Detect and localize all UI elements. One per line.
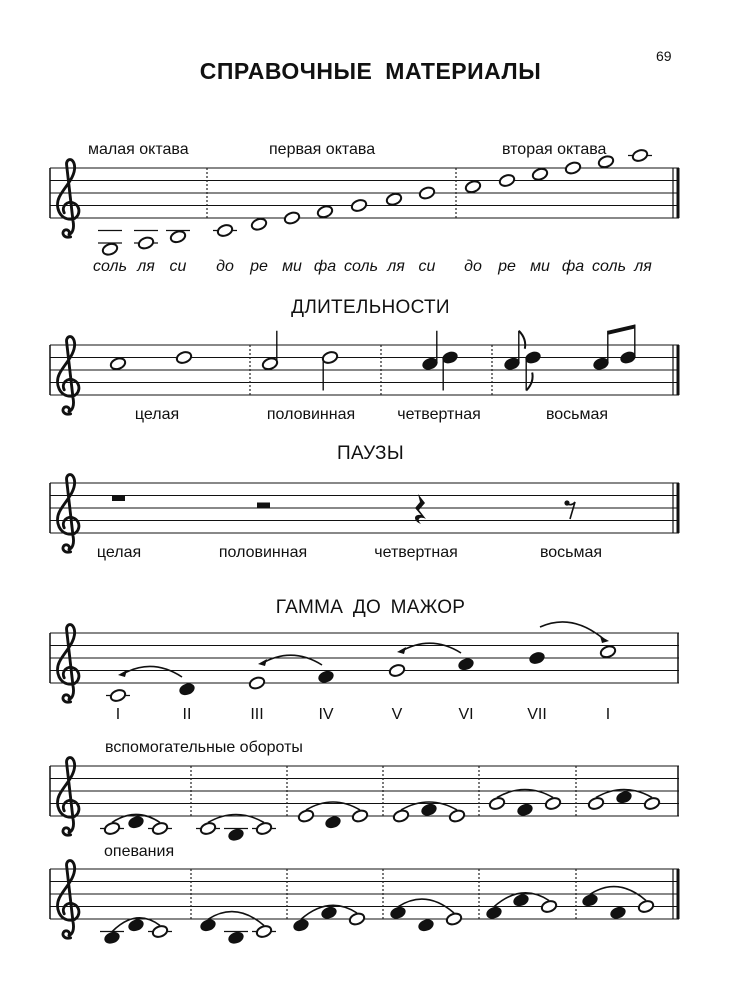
- hollow-note-head: [388, 663, 405, 677]
- slur-arc: [121, 666, 182, 677]
- eighth-flag-icon: [519, 331, 525, 349]
- hollow-note-head: [199, 821, 216, 835]
- staff-auxiliary: [50, 758, 679, 836]
- duration-label-quarter: четвертная: [397, 406, 481, 423]
- rest-label-half: половинная: [218, 544, 308, 561]
- hollow-note-head: [103, 821, 120, 835]
- treble-clef-icon: [58, 160, 79, 238]
- hollow-note-head: [544, 796, 561, 810]
- note-head: [317, 670, 334, 684]
- eighth-flag-icon: [526, 373, 532, 391]
- note-name: ми: [530, 258, 550, 275]
- hollow-note-head: [255, 924, 272, 938]
- scale-degree: V: [391, 706, 403, 723]
- hollow-note-head: [643, 796, 660, 810]
- note-head: [227, 828, 244, 842]
- hollow-note-head: [109, 688, 126, 702]
- octave-label-first: первая октава: [269, 141, 376, 158]
- note-name: соль: [93, 258, 127, 275]
- arrowhead-icon: [258, 659, 267, 666]
- note-head: [292, 918, 309, 932]
- rest-label-quarter: четвертная: [374, 544, 458, 561]
- note-name: соль: [592, 258, 626, 275]
- note-head: [524, 350, 541, 364]
- rests-heading: ПАУЗЫ: [337, 443, 404, 464]
- hollow-note-head: [637, 899, 654, 913]
- note-head: [615, 790, 632, 804]
- rest-label-eighth: восьмая: [539, 544, 603, 561]
- note-name: ля: [634, 258, 652, 275]
- scale-degree: III: [250, 706, 264, 723]
- note-name: ре: [498, 258, 516, 275]
- hollow-note-head: [169, 230, 186, 244]
- hollow-note-head: [631, 148, 648, 162]
- hollow-note-head: [587, 796, 604, 810]
- note-name: ре: [250, 258, 268, 275]
- note-name: ля: [137, 258, 155, 275]
- note-name: фа: [313, 258, 337, 275]
- hollow-note-head: [564, 161, 581, 175]
- note-head: [178, 682, 195, 696]
- note-head: [320, 906, 337, 920]
- hollow-note-head: [597, 155, 614, 169]
- note-name: си: [169, 258, 187, 275]
- staff-durations: [50, 337, 679, 415]
- hollow-note-head: [418, 186, 435, 200]
- hollow-note-head: [101, 242, 118, 256]
- note-head: [389, 906, 406, 920]
- octave-label-second: вторая октава: [502, 141, 607, 158]
- treble-clef-icon: [58, 475, 79, 553]
- hollow-note-head: [151, 821, 168, 835]
- whole-rest-icon: [112, 496, 125, 502]
- arrowhead-icon: [397, 647, 406, 654]
- treble-clef-icon: [58, 861, 79, 939]
- arrowhead-icon: [600, 636, 609, 643]
- half-rest-icon: [257, 503, 270, 509]
- hollow-note-head: [464, 180, 481, 194]
- scale-degree: IV: [318, 706, 334, 723]
- slur-arc: [540, 622, 606, 641]
- note-head: [485, 906, 502, 920]
- staff-rests: [50, 475, 679, 553]
- note-name: до: [464, 258, 482, 275]
- hollow-note-head: [137, 236, 154, 250]
- hollow-note-head: [599, 645, 616, 659]
- hollow-note-head: [351, 809, 368, 823]
- note-head: [528, 651, 545, 665]
- note-beam: [608, 325, 635, 335]
- hollow-note-head: [448, 809, 465, 823]
- octave-label-small: малая октава: [88, 141, 189, 158]
- hollow-note-head: [216, 223, 233, 237]
- arrowhead-icon: [118, 670, 127, 677]
- quarter-rest-icon: [415, 494, 426, 524]
- hollow-note-head: [250, 217, 267, 231]
- duration-label-half: половинная: [266, 406, 356, 423]
- note-name: си: [418, 258, 436, 275]
- hollow-note-head: [488, 796, 505, 810]
- note-head: [103, 931, 120, 945]
- hollow-note-head: [151, 924, 168, 938]
- hollow-note-head: [531, 167, 548, 181]
- hollow-note-head: [255, 821, 272, 835]
- duration-label-whole: целая: [134, 406, 180, 423]
- durations-heading: ДЛИТЕЛЬНОСТИ: [291, 297, 450, 318]
- hollow-note-head: [385, 192, 402, 206]
- note-head: [619, 350, 636, 364]
- treble-clef-icon: [58, 758, 79, 836]
- note-head: [417, 918, 434, 932]
- hollow-note-head: [540, 899, 557, 913]
- hollow-note-head: [445, 912, 462, 926]
- scale-degree: VII: [527, 706, 547, 723]
- note-head: [516, 803, 533, 817]
- hollow-note-head: [316, 205, 333, 219]
- treble-clef-icon: [58, 337, 79, 415]
- page-number: 69: [656, 48, 672, 64]
- scale-degree: I: [605, 706, 611, 723]
- note-head: [592, 357, 609, 371]
- note-head: [127, 815, 144, 829]
- note-head: [457, 657, 474, 671]
- staff-octaves: [50, 160, 679, 238]
- note-name: ми: [282, 258, 302, 275]
- note-head: [581, 893, 598, 907]
- rest-label-whole: целая: [96, 544, 142, 561]
- hollow-note-head: [283, 211, 300, 225]
- note-name: соль: [344, 258, 378, 275]
- hollow-note-head: [321, 350, 338, 364]
- auxiliary-label: вспомогательные обороты: [105, 739, 303, 756]
- slur-arc: [400, 643, 461, 653]
- hollow-note-head: [498, 173, 515, 187]
- note-name: ля: [387, 258, 405, 275]
- hollow-note-head: [109, 357, 126, 371]
- encircling-label: опевания: [104, 843, 175, 860]
- note-head: [420, 803, 437, 817]
- note-name: фа: [561, 258, 585, 275]
- note-head: [503, 357, 520, 371]
- scale-degree: VI: [458, 706, 474, 723]
- slur-arc: [261, 655, 322, 665]
- hollow-note-head: [297, 809, 314, 823]
- hollow-note-head: [261, 357, 278, 371]
- page-title: СПРАВОЧНЫЕ МАТЕРИАЛЫ: [199, 58, 542, 84]
- eighth-rest-icon: [567, 502, 575, 519]
- hollow-note-head: [348, 912, 365, 926]
- hollow-note-head: [392, 809, 409, 823]
- note-head: [609, 906, 626, 920]
- note-head: [324, 815, 341, 829]
- treble-clef-icon: [58, 625, 79, 703]
- hollow-note-head: [248, 676, 265, 690]
- scale-degree: II: [182, 706, 192, 723]
- note-head: [441, 350, 458, 364]
- scale-degree: I: [115, 706, 121, 723]
- note-name: до: [216, 258, 234, 275]
- note-head: [199, 918, 216, 932]
- duration-label-eighth: восьмая: [545, 406, 609, 423]
- hollow-note-head: [350, 198, 367, 212]
- note-head: [421, 357, 438, 371]
- note-head: [227, 931, 244, 945]
- hollow-note-head: [175, 350, 192, 364]
- scale-heading: ГАММА ДО МАЖОР: [275, 597, 466, 618]
- staff-scale: [50, 625, 679, 703]
- notes-layer: [98, 148, 661, 945]
